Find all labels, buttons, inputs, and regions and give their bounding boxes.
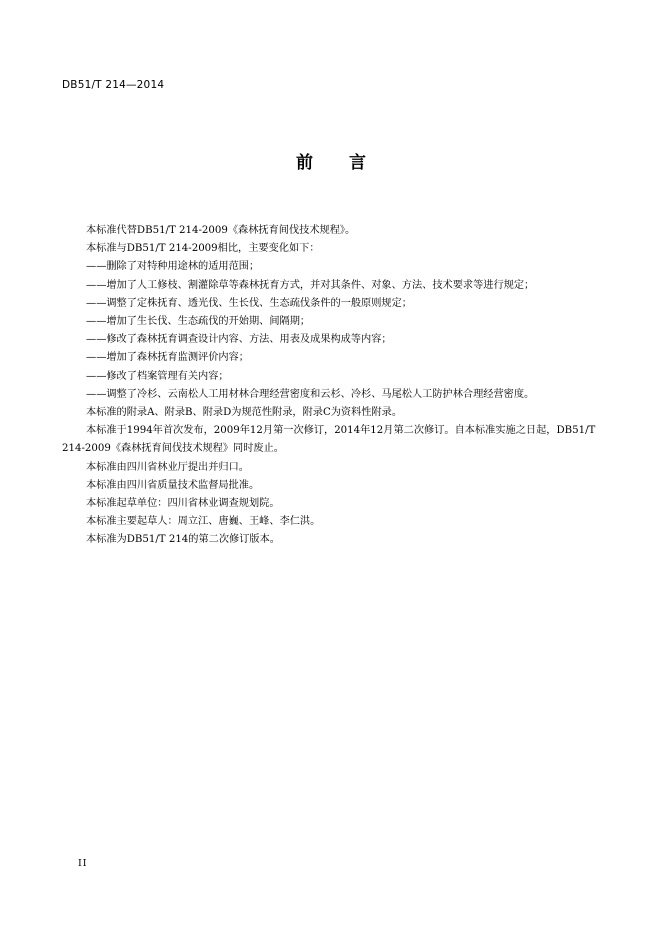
change-item: ——增加了人工修枝、割灌除草等森林抚育方式，并对其条件、对象、方法、技术要求等进行规定； bbox=[86, 279, 535, 291]
title-char-2: 言 bbox=[349, 153, 366, 173]
paragraph-drafters: 本标准主要起草人：周立江、唐巍、王峰、李仁洪。 bbox=[86, 516, 321, 528]
page-number: II bbox=[78, 858, 88, 869]
paragraph-changes-intro: 本标准与DB51/T 214-2009相比，主要变化如下： bbox=[86, 243, 320, 255]
change-item: ——增加了森林抚育监测评价内容； bbox=[86, 352, 249, 364]
paragraph-revision: 本标准为DB51/T 214的第二次修订版本。 bbox=[86, 534, 280, 546]
paragraph-replaces: 本标准代替DB51/T 214-2009《森林抚育间伐技术规程》。 bbox=[86, 225, 356, 236]
change-item: ——增加了生长伐、生态疏伐的开始期、间隔期； bbox=[86, 316, 311, 328]
paragraph-approver: 本标准由四川省质量技术监督局批准。 bbox=[86, 479, 260, 491]
page-title bbox=[0, 148, 662, 173]
change-item: ——调整了冷杉、云南松人工用材林合理经营密度和云杉、冷杉、马尾松人工防护林合理经营密度。 bbox=[86, 388, 535, 400]
paragraph-drafting-unit: 本标准起草单位：四川省林业调查规划院。 bbox=[86, 498, 280, 510]
paragraph-history: 本标准于1994年首次发布，2009年12月第一次修订，2014年12月第二次修订。自本标准实施之日起，DB51/T 214-2009《森林抚育间伐技术规程》同时废止。 bbox=[62, 425, 596, 455]
change-item: ——修改了档案管理有关内容； bbox=[86, 370, 229, 382]
change-item: ——修改了森林抚育调查设计内容、方法、用表及成果构成等内容； bbox=[86, 334, 392, 346]
title-char-1: 前 bbox=[296, 153, 313, 173]
change-item: ——调整了定株抚育、透光伐、生长伐、生态疏伐条件的一般原则规定； bbox=[86, 297, 412, 309]
paragraph-appendices: 本标准的附录A、附录B、附录D为规范性附录，附录C为资料性附录。 bbox=[86, 407, 403, 419]
foreword-body bbox=[62, 222, 602, 550]
paragraph-proposer: 本标准由四川省林业厅提出并归口。 bbox=[86, 461, 249, 473]
change-item: ——删除了对特种用途林的适用范围； bbox=[86, 261, 260, 273]
document-code-header: DB51/T 214—2014 bbox=[62, 79, 165, 91]
